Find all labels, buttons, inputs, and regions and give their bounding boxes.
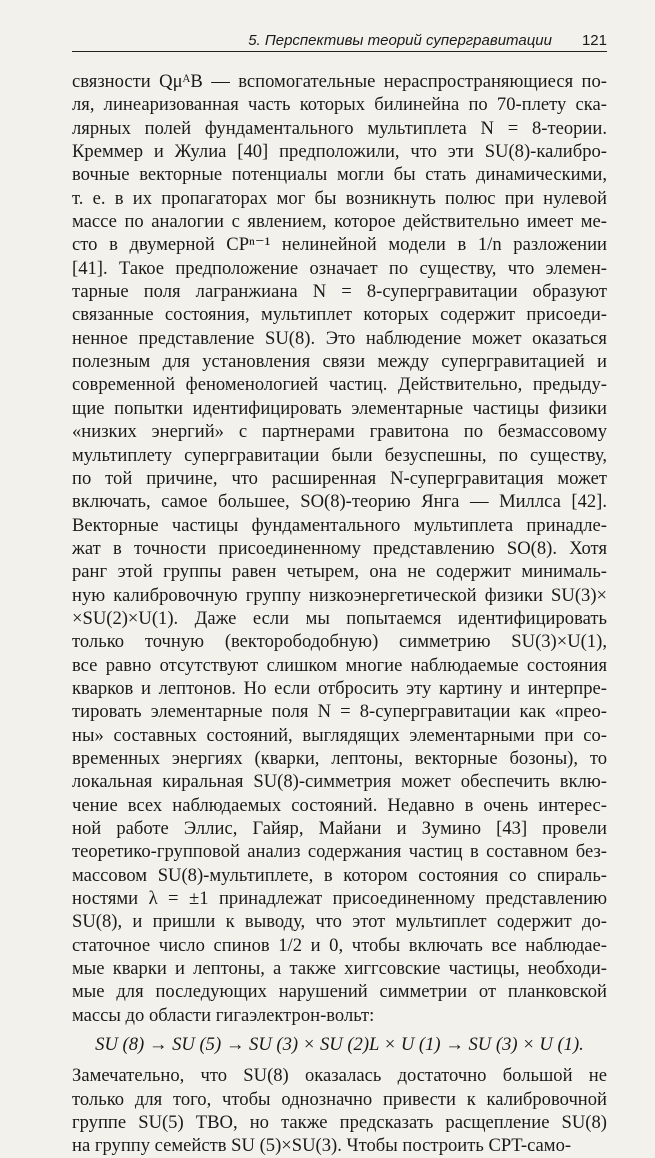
text-line: Векторные частицы фундаментального мультиплета принадле- bbox=[72, 514, 607, 536]
text-line: щие попытки идентифицировать элементарные частицы физики bbox=[72, 397, 607, 419]
text-line: теоретико-групповой анализ содержания частиц в составном без- bbox=[72, 841, 607, 863]
page-number: 121 bbox=[581, 32, 607, 49]
text-line: мые кварки и лептоны, а также хиггсовские частицы, необходи- bbox=[72, 958, 607, 980]
text-line: кварков и лептонов. Но если отбросить эту картину и интерпре- bbox=[72, 677, 607, 699]
paragraph-1 bbox=[72, 70, 607, 1027]
text-line: связанные состояния, мультиплет которых содержит присоеди- bbox=[72, 304, 607, 326]
text-line: ненное представление SU(8). Это наблюдение может оказаться bbox=[72, 327, 607, 349]
text-line: тарные поля лагранжиана N = 8-супергравитации образуют bbox=[72, 281, 607, 303]
text-line: локальная киральная SU(8)-симметрия может обеспечить вклю- bbox=[72, 771, 607, 793]
text-line: связности QμᴬB — вспомогательные нераспространяющиеся по- bbox=[72, 71, 607, 92]
paragraph-2 bbox=[72, 1064, 607, 1157]
text-line: лярных полей фундаментального мультиплета N = 8-теории. bbox=[72, 117, 607, 139]
text-line: массе по аналогии с явлением, которое действительно имеет ме- bbox=[72, 211, 607, 233]
text-line: вочные векторные потенциалы могли бы стать динамическими, bbox=[72, 164, 607, 186]
text-line: только точную (векторободобную) симметрию SU(3)×U(1), bbox=[72, 631, 607, 653]
text-line: ную калибровочную группу низкоэнергетической физики SU(3)× bbox=[72, 584, 607, 606]
text-line: статочное число спинов 1/2 и 0, чтобы включать все наблюдае- bbox=[72, 934, 607, 956]
text-line: ны» составных состояний, выглядящих элементарными при со- bbox=[72, 724, 607, 746]
text-line: ной работе Эллис, Гайяр, Майани и Зумино [43] провели bbox=[72, 818, 607, 839]
text-line: SU(8), и пришли к выводу, что этот мультиплет содержит до- bbox=[72, 911, 607, 933]
text-line: мультиплету супергравитации были безуспешны, по существу, bbox=[72, 444, 607, 466]
text-line: ×SU(2)×U(1). Даже если мы попытаемся идентифицировать bbox=[72, 607, 607, 629]
text-line: только для того, чтобы однозначно привести к калибровочной bbox=[72, 1088, 607, 1110]
text-line: т. е. в их пропагаторах мог бы возникнуть полюс при нулевой bbox=[72, 187, 607, 209]
text-line: чение всех наблюдаемых состояний. Недавно в очень интерес- bbox=[72, 794, 607, 816]
text-line: сто в двумерной CPⁿ⁻¹ нелинейной модели в 1/n разложении bbox=[72, 234, 607, 256]
text-line: полезным для установления связи между супергравитацией и bbox=[72, 351, 607, 373]
text-line: мые для последующих нарушений симметрии от планковской bbox=[72, 981, 607, 1003]
text-line: Замечательно, что SU(8) оказалась достаточно большой не bbox=[72, 1065, 607, 1087]
text-line: Креммер и Жулиа [40] предположили, что эти SU(8)-калибро- bbox=[72, 141, 607, 163]
text-line: по той причине, что расширенная N-супергравитация может bbox=[72, 467, 607, 489]
text-line: группе SU(5) ТВО, но также предсказать расщепление SU(8) bbox=[72, 1112, 607, 1134]
equation: SU (8) → SU (5) → SU (3) × SU (2)L × U (1) → SU (3) × U (1). bbox=[95, 1034, 584, 1056]
chapter-title: 5. Перспективы теорий супергравитации bbox=[248, 32, 552, 49]
main-text bbox=[72, 70, 607, 1158]
text-line: временных энергиях (кварки, лептоны, векторные бозоны), то bbox=[72, 747, 607, 769]
running-header bbox=[72, 24, 607, 52]
text-line: массовом SU(8)-мультиплете, в котором состояния со спираль- bbox=[72, 864, 607, 886]
text-line: все равно отсутствуют слишком многие наблюдаемые состояния bbox=[72, 654, 607, 676]
text-line: жат в точности присоединенному представлению SO(8). Хотя bbox=[72, 537, 607, 559]
text-line: ранг этой группы равен четырем, она не содержит минималь- bbox=[72, 561, 607, 583]
text-line: массы до области гигаэлектрон-вольт: bbox=[72, 1004, 375, 1026]
text-line: на группу семейств SU (5)×SU(3). Чтобы построить CPT-само- bbox=[72, 1135, 572, 1157]
text-line: [41]. Такое предположение означает по существу, что элемен- bbox=[72, 257, 607, 279]
text-line: современной феноменологией частиц. Действительно, предыду- bbox=[72, 374, 607, 396]
text-line: включать, самое большее, SO(8)-теорию Янга — Миллса [42]. bbox=[72, 491, 607, 513]
text-line: тировать элементарные поля N = 8-супергравитации как «прео- bbox=[72, 701, 607, 723]
text-line: ностями λ = ±1 принадлежат присоединенному представлению bbox=[72, 888, 607, 910]
text-line: ля, линеаризованная часть которых билинейна по 70-плету ска- bbox=[72, 94, 607, 116]
text-line: «низких энергий» с партнерами гравитона по безмассовому bbox=[72, 421, 607, 443]
